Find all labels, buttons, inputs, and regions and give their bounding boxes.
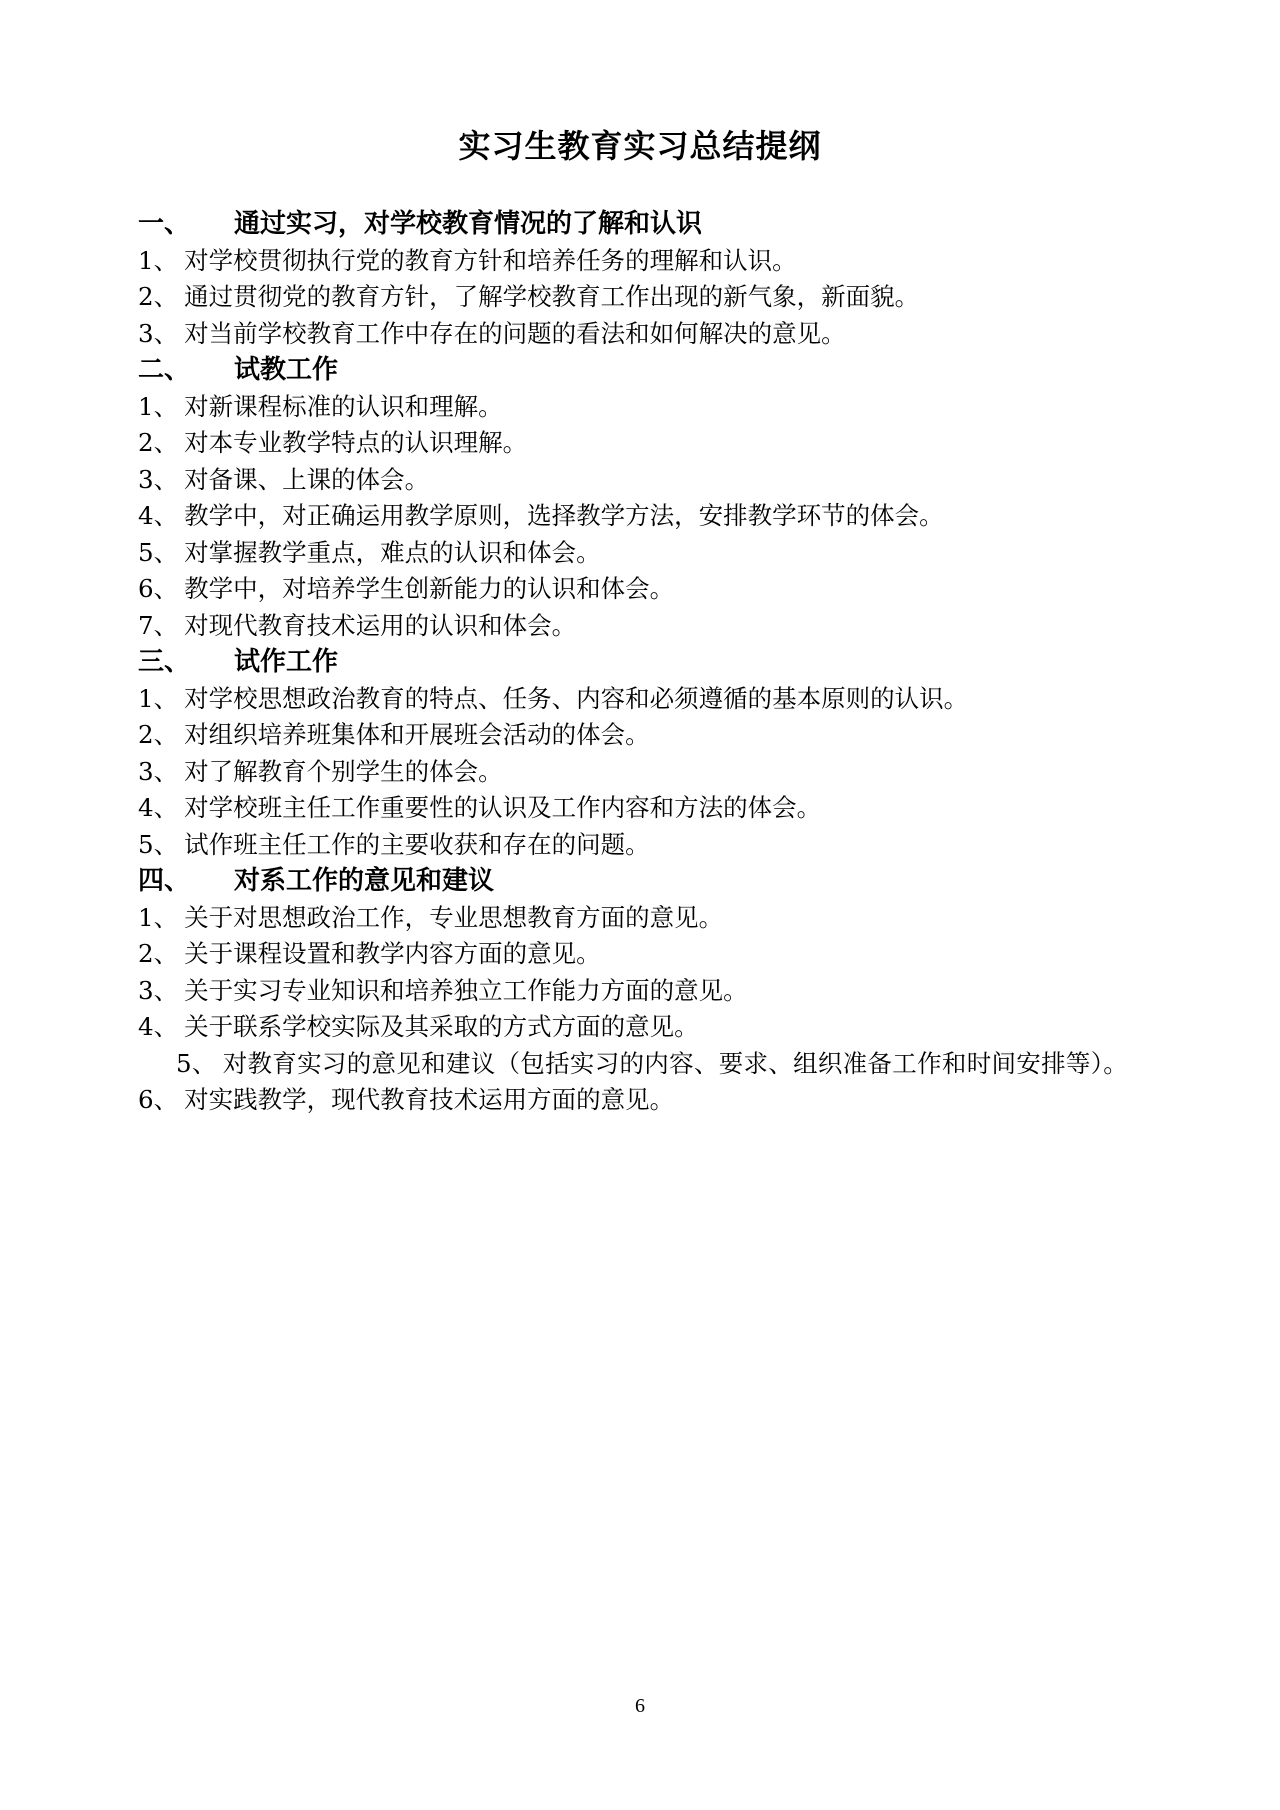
item-number: 3、 <box>138 464 179 494</box>
section-number: 二、 <box>138 355 191 385</box>
list-item <box>100 973 1190 1010</box>
list-item <box>100 754 1190 791</box>
item-number: 2、 <box>138 939 179 968</box>
item-text: 对当前学校教育工作中存在的问题的看法和如何解决的意见。 <box>184 318 846 348</box>
item-number: 5、 <box>138 537 179 567</box>
list-item <box>100 243 1190 280</box>
page-title: 实习生教育实习总结提纲 <box>458 127 822 165</box>
list-item <box>100 827 1190 864</box>
item-number: 3、 <box>138 318 179 348</box>
item-number: 7、 <box>138 610 179 640</box>
item-text: 对学校思想政治教育的特点、任务、内容和必须遵循的基本原则的认识。 <box>184 683 969 713</box>
item-number: 5、 <box>176 1048 217 1078</box>
list-item <box>100 279 1190 316</box>
item-number: 5、 <box>138 829 179 859</box>
item-text: 对了解教育个别学生的体会。 <box>184 756 503 786</box>
item-number: 3、 <box>138 975 179 1005</box>
item-text: 对备课、上课的体会。 <box>184 464 430 494</box>
list-item <box>100 1046 1190 1083</box>
section-title: 对系工作的意见和建议 <box>234 866 495 896</box>
section-number: 一、 <box>138 209 191 239</box>
section-heading-1 <box>100 206 1190 243</box>
section-heading-2 <box>100 352 1190 389</box>
list-item <box>100 936 1190 973</box>
list-item <box>100 462 1190 499</box>
section-title: 试教工作 <box>234 355 339 385</box>
list-item <box>100 1009 1190 1046</box>
item-number: 1、 <box>138 902 179 932</box>
item-text: 对实践教学，现代教育技术运用方面的意见。 <box>184 1085 675 1114</box>
section-number: 三、 <box>138 647 191 677</box>
item-number: 6、 <box>138 574 179 603</box>
section-title: 试作工作 <box>234 647 339 677</box>
item-number: 4、 <box>138 501 179 530</box>
item-text: 对新课程标准的认识和理解。 <box>184 391 503 421</box>
item-text: 关于联系学校实际及其采取的方式方面的意见。 <box>184 1012 699 1041</box>
page-number: 6 <box>635 1695 645 1717</box>
item-text: 对现代教育技术运用的认识和体会。 <box>184 610 577 640</box>
list-item <box>100 389 1190 426</box>
item-number: 4、 <box>138 793 179 822</box>
item-number: 4、 <box>138 1012 179 1041</box>
item-text: 对学校班主任工作重要性的认识及工作内容和方法的体会。 <box>184 793 822 822</box>
list-item <box>100 571 1190 608</box>
item-text: 对本专业教学特点的认识理解。 <box>184 428 528 457</box>
item-number: 1、 <box>138 245 179 275</box>
list-item <box>100 425 1190 462</box>
item-number: 2、 <box>138 720 179 749</box>
list-item <box>100 316 1190 353</box>
item-number: 1、 <box>138 683 179 713</box>
list-item <box>100 498 1190 535</box>
item-text: 通过贯彻党的教育方针，了解学校教育工作出现的新气象，新面貌。 <box>184 282 920 311</box>
item-text: 对掌握教学重点，难点的认识和体会。 <box>184 537 601 567</box>
item-number: 2、 <box>138 428 179 457</box>
document-body <box>100 206 1190 1119</box>
section-heading-3 <box>100 644 1190 681</box>
item-number: 6、 <box>138 1085 179 1114</box>
item-text: 对组织培养班集体和开展班会活动的体会。 <box>184 720 650 749</box>
item-text: 对学校贯彻执行党的教育方针和培养任务的理解和认识。 <box>184 245 797 275</box>
item-text: 关于实习专业知识和培养独立工作能力方面的意见。 <box>184 975 748 1005</box>
section-number: 四、 <box>138 866 191 896</box>
list-item <box>100 608 1190 645</box>
list-item <box>100 535 1190 572</box>
list-item <box>100 717 1190 754</box>
list-item <box>100 900 1190 937</box>
item-text: 对教育实习的意见和建议（包括实习的内容、要求、组织准备工作和时间安排等）。 <box>222 1048 1129 1078</box>
list-item <box>100 1082 1190 1119</box>
item-text: 关于课程设置和教学内容方面的意见。 <box>184 939 601 968</box>
section-heading-4 <box>100 863 1190 900</box>
item-text: 教学中，对培养学生创新能力的认识和体会。 <box>184 574 675 603</box>
list-item <box>100 681 1190 718</box>
list-item <box>100 790 1190 827</box>
item-text: 试作班主任工作的主要收获和存在的问题。 <box>184 829 650 859</box>
item-number: 3、 <box>138 756 179 786</box>
item-text: 教学中，对正确运用教学原则，选择教学方法，安排教学环节的体会。 <box>184 501 944 530</box>
section-title: 通过实习，对学校教育情况的了解和认识 <box>234 209 703 239</box>
item-number: 1、 <box>138 391 179 421</box>
item-text: 关于对思想政治工作，专业思想教育方面的意见。 <box>184 902 724 932</box>
item-number: 2、 <box>138 282 179 311</box>
